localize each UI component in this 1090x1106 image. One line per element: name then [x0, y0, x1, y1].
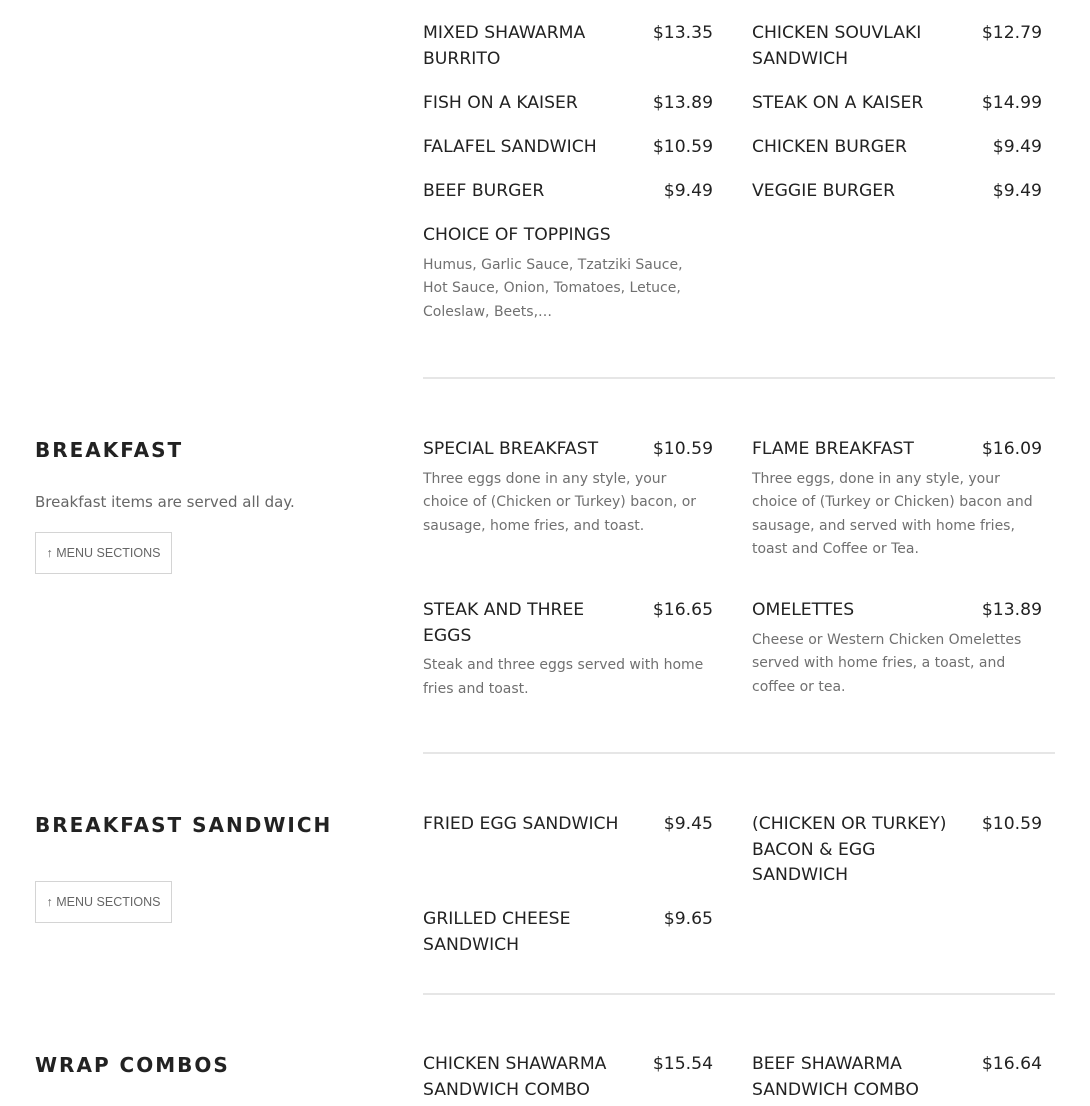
menu-item: [423, 812, 713, 838]
item-description: Three eggs, done in any style, your choice of (Turkey or Chicken) bacon and sausage, and served with home fries, toast and Coffee or Tea.: [752, 470, 1033, 558]
item-price: $12.79: [981, 23, 1042, 43]
menu-item: [752, 437, 1042, 562]
menu-item: [423, 223, 713, 324]
menu-item: [752, 179, 1042, 205]
item-price: $16.09: [981, 439, 1042, 459]
item-description: Steak and three eggs served with home fries and toast.: [423, 657, 704, 697]
section-divider: [423, 752, 1055, 754]
item-price: $10.59: [652, 137, 713, 157]
item-name: CHICKEN SHAWARMA SANDWICH COMBO: [423, 1054, 607, 1100]
item-price: $16.64: [981, 1054, 1042, 1074]
menu-item: [423, 907, 713, 958]
menu-item: [752, 21, 1042, 72]
menu-item: [752, 135, 1042, 161]
item-name: (CHICKEN OR TURKEY) BACON & EGG SANDWICH: [752, 814, 947, 885]
menu-item: [752, 812, 1042, 889]
item-name: CHICKEN SOUVLAKI SANDWICH: [752, 23, 922, 69]
menu-sections-button[interactable]: ↑ MENU SECTIONS: [35, 881, 172, 923]
item-name: STEAK AND THREE EGGS: [423, 600, 585, 646]
item-price: $13.89: [652, 93, 713, 113]
menu-item: [752, 91, 1042, 117]
menu-item: [423, 1052, 713, 1103]
menu-item: [752, 1052, 1042, 1103]
item-name: BEEF SHAWARMA SANDWICH COMBO: [752, 1054, 919, 1100]
item-name: STEAK ON A KAISER: [752, 93, 924, 113]
section-title: BREAKFAST SANDWICH: [35, 813, 333, 837]
item-price: $10.59: [981, 814, 1042, 834]
item-name: FALAFEL SANDWICH: [423, 137, 597, 157]
section-title: WRAP COMBOS: [35, 1053, 230, 1077]
item-price: $9.45: [663, 814, 713, 834]
item-name: SPECIAL BREAKFAST: [423, 439, 599, 459]
item-price: $9.65: [663, 909, 713, 929]
item-price: $14.99: [981, 93, 1042, 113]
menu-sections-button[interactable]: ↑ MENU SECTIONS: [35, 532, 172, 574]
item-price: $9.49: [992, 181, 1042, 201]
item-name: VEGGIE BURGER: [752, 181, 896, 201]
item-name: FLAME BREAKFAST: [752, 439, 914, 459]
menu-item: [423, 135, 713, 161]
item-description: Humus, Garlic Sauce, Tzatziki Sauce, Hot Sauce, Onion, Tomatoes, Letuce, Coleslaw, Beets,…: [423, 256, 683, 320]
item-name: OMELETTES: [752, 600, 855, 620]
section-divider: [423, 377, 1055, 379]
item-name: FRIED EGG SANDWICH: [423, 814, 619, 834]
item-name: BEEF BURGER: [423, 181, 545, 201]
item-name: GRILLED CHEESE SANDWICH: [423, 909, 571, 955]
item-price: $9.49: [663, 181, 713, 201]
menu-item: [423, 179, 713, 205]
menu-item: [423, 598, 713, 701]
item-name: CHICKEN BURGER: [752, 137, 907, 157]
menu-item: [423, 21, 713, 72]
menu-item: [752, 598, 1042, 699]
menu-item: [423, 437, 713, 538]
item-price: $9.49: [992, 137, 1042, 157]
menu-item: [423, 91, 713, 117]
item-description: Three eggs done in any style, your choice of (Chicken or Turkey) bacon, or sausage, home fries, and toast.: [423, 470, 697, 534]
section-title: BREAKFAST: [35, 438, 184, 462]
item-price: $13.89: [981, 600, 1042, 620]
item-price: $13.35: [652, 23, 713, 43]
item-name: FISH ON A KAISER: [423, 93, 578, 113]
section-divider: [423, 993, 1055, 995]
item-price: $10.59: [652, 439, 713, 459]
item-price: $16.65: [652, 600, 713, 620]
item-name: CHOICE OF TOPPINGS: [423, 225, 611, 245]
item-name: MIXED SHAWARMA BURRITO: [423, 23, 586, 69]
section-description: Breakfast items are served all day.: [35, 493, 295, 511]
item-price: $15.54: [652, 1054, 713, 1074]
item-description: Cheese or Western Chicken Omelettes served with home fries, a toast, and coffee or tea.: [752, 631, 1022, 695]
